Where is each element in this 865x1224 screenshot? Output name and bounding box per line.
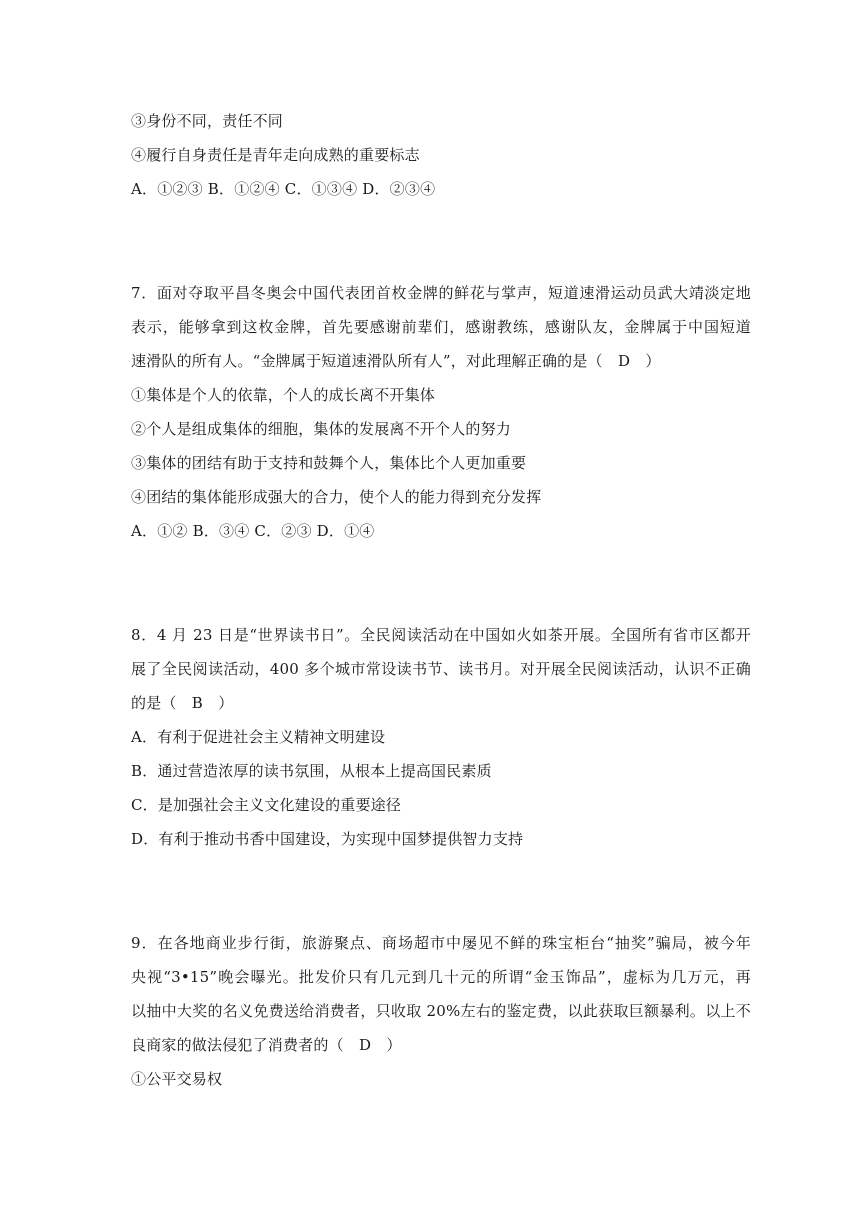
- q6-answer-choices: A．①②③ B．①②④ C．①③④ D．②③④: [131, 180, 436, 198]
- q7-option-2: ②个人是组成集体的细胞，集体的发展离不开个人的努力: [131, 420, 512, 438]
- q7-option-1: ①集体是个人的依靠，个人的成长离不开集体: [131, 386, 436, 404]
- q7-stem-line-3: 速滑队的所有人。“金牌属于短道速滑队所有人”，对此理解正确的是（ D ）: [131, 352, 661, 370]
- q8-option-d: D．有利于推动书香中国建设，为实现中国梦提供智力支持: [131, 830, 524, 848]
- q8-option-c: C．是加强社会主义文化建设的重要途径: [131, 796, 402, 814]
- q9-stem-line-2: 央视“3•15”晚会曝光。批发价只有几元到几十元的所谓“金玉饰品”，虚标为几万元，再: [131, 968, 751, 986]
- q9-stem-line-1: 9．在各地商业步行街，旅游聚点、商场超市中屡见不鲜的珠宝柜台“抽奖”骗局，被今年: [131, 934, 751, 952]
- q8-stem-line-1: 8．4 月 23 日是“世界读书日”。全民阅读活动在中国如火如茶开展。全国所有省市区都开: [131, 626, 751, 644]
- q7-stem-line-2: 表示，能够拿到这枚金牌，首先要感谢前辈们，感谢教练，感谢队友，金牌属于中国短道: [131, 318, 751, 336]
- q6-option-4: ④履行自身责任是青年走向成熟的重要标志: [131, 146, 420, 164]
- q7-option-4: ④团结的集体能形成强大的合力，使个人的能力得到充分发挥: [131, 488, 542, 506]
- q9-stem-line-3: 以抽中大奖的名义免费送给消费者，只收取 20%左右的鉴定费，以此获取巨额暴利。以上不: [131, 1002, 751, 1020]
- q9-stem-line-4: 良商家的做法侵犯了消费者的（ D ）: [131, 1036, 402, 1054]
- q7-answer-choices: A．①② B．③④ C．②③ D．①④: [131, 522, 375, 540]
- q8-option-b: B．通过营造浓厚的读书氛围，从根本上提高国民素质: [131, 762, 492, 780]
- q9-option-1: ①公平交易权: [131, 1070, 223, 1088]
- q8-option-a: A．有利于促进社会主义精神文明建设: [131, 728, 386, 746]
- q8-stem-line-2: 展了全民阅读活动，400 多个城市常设读书节、读书月。对开展全民阅读活动，认识不正确: [131, 660, 751, 678]
- q7-stem-line-1: 7．面对夺取平昌冬奥会中国代表团首枚金牌的鲜花与掌声，短道速滑运动员武大靖淡定地: [131, 284, 751, 302]
- q8-stem-line-3: 的是（ B ）: [131, 694, 234, 712]
- q6-option-3: ③身份不同，责任不同: [131, 112, 284, 130]
- q7-option-3: ③集体的团结有助于支持和鼓舞个人，集体比个人更加重要: [131, 454, 527, 472]
